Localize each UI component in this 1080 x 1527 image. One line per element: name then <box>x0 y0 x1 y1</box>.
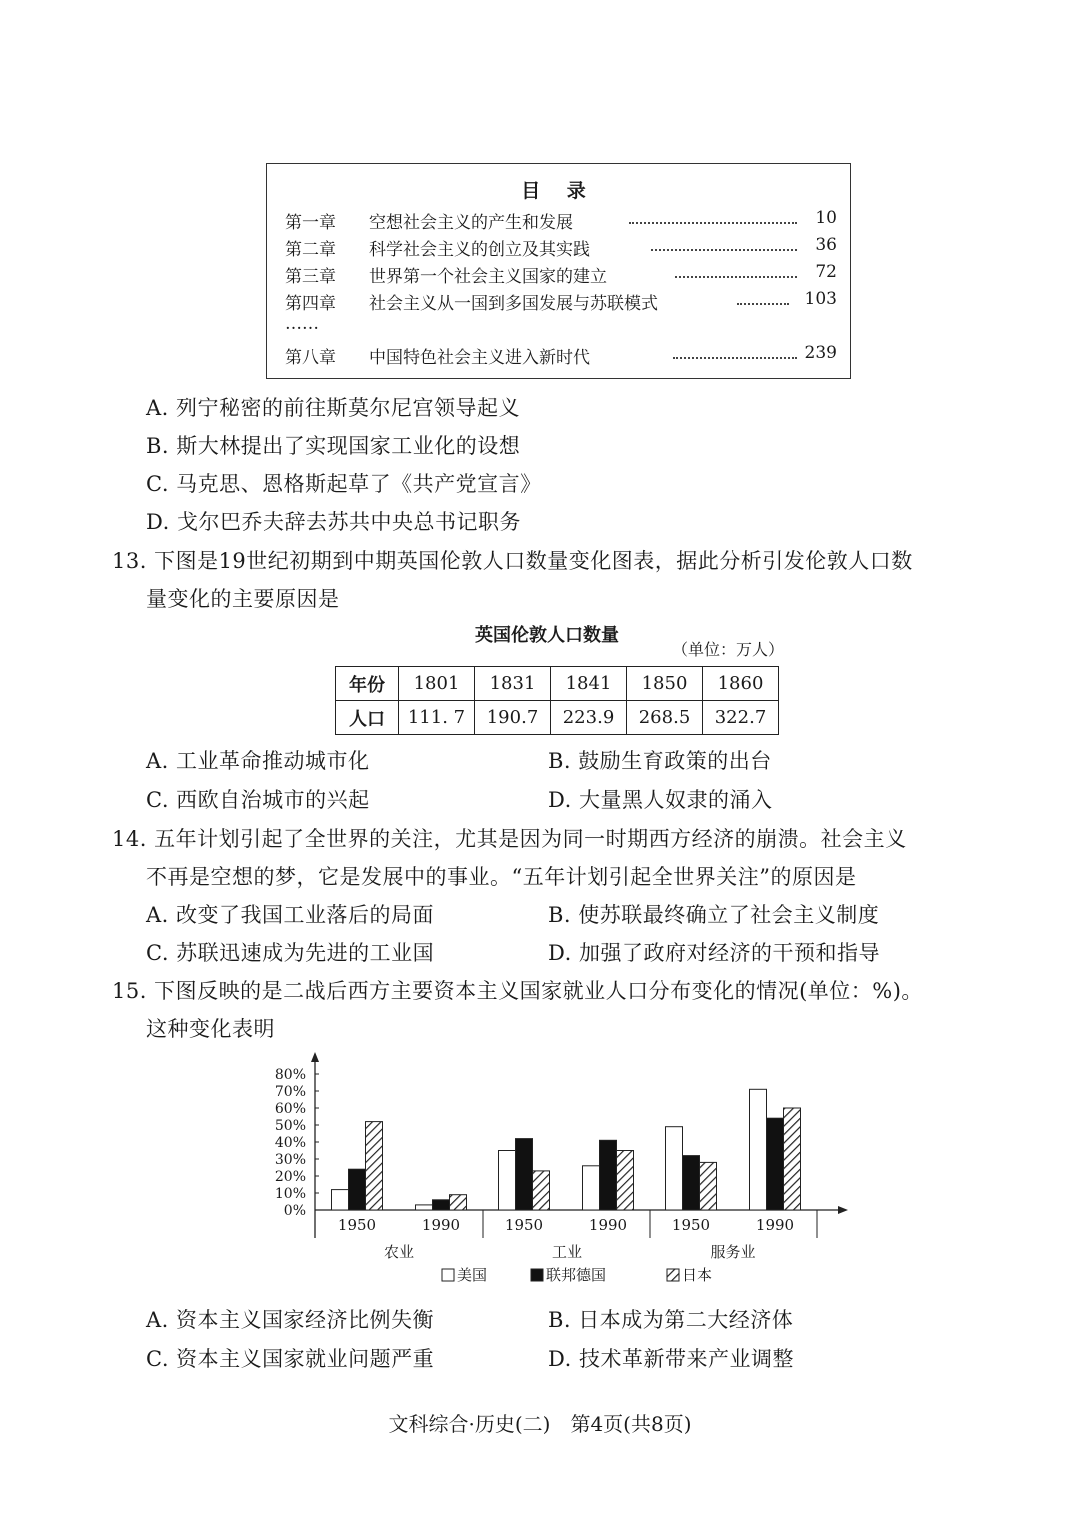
y-tick-label: 80% <box>274 1067 306 1083</box>
q12-option-b: B. 斯大林提出了实现国家工业化的设想 <box>146 434 521 458</box>
toc-chapter-title: 中国特色社会主义进入新时代 <box>369 348 590 368</box>
toc-chapter: 第一章 <box>285 213 336 233</box>
y-tick-label: 50% <box>274 1118 306 1134</box>
bar-black <box>683 1156 700 1210</box>
x-tick-label: 1950 <box>504 1216 544 1234</box>
q15-option-c: C. 资本主义国家就业问题严重 <box>146 1347 435 1371</box>
bar-black <box>349 1169 366 1210</box>
table-cell: 1860 <box>703 667 779 701</box>
legend-label: 联邦德国 <box>546 1266 607 1284</box>
bar-hatched <box>450 1195 467 1210</box>
bar-white <box>750 1089 767 1210</box>
y-tick-label: 30% <box>274 1152 306 1168</box>
population-table-unit: （单位：万人） <box>672 640 785 659</box>
legend-label: 日本 <box>682 1266 713 1284</box>
bar-hatched <box>700 1162 717 1210</box>
bar-black <box>433 1200 450 1210</box>
legend-label: 美国 <box>457 1266 488 1284</box>
bar-hatched <box>533 1171 550 1210</box>
toc-chapter-title: 社会主义从一国到多国发展与苏联模式 <box>369 294 658 314</box>
y-tick-label: 70% <box>274 1084 306 1100</box>
x-tick-label: 1990 <box>421 1216 461 1234</box>
toc-chapter: 第二章 <box>285 240 336 260</box>
table-cell: 223.9 <box>551 701 627 735</box>
bar-black <box>516 1139 533 1210</box>
bar-black <box>767 1118 784 1210</box>
x-axis-arrow <box>838 1206 848 1214</box>
q12-option-d: D. 戈尔巴乔夫辞去苏共中央总书记职务 <box>146 510 521 534</box>
legend-swatch-hatched <box>667 1269 679 1281</box>
q13-stem: 13. 下图是19世纪初期到中期英国伦敦人口数量变化图表，据此分析引发伦敦人口数 <box>112 549 913 573</box>
table-cell: 111. 7 <box>399 701 475 735</box>
y-axis-arrow <box>311 1052 319 1062</box>
page-footer: 文科综合·历史(二) 第4页(共8页) <box>388 1412 692 1436</box>
category-label: 工业 <box>551 1243 583 1261</box>
table-cell: 1841 <box>551 667 627 701</box>
category-label: 服务业 <box>710 1243 756 1261</box>
q15-option-d: D. 技术革新带来产业调整 <box>548 1347 794 1371</box>
toc-chapter-title: 科学社会主义的创立及其实践 <box>369 240 590 260</box>
toc-page-number: 10 <box>815 208 837 228</box>
q14-option-d: D. 加强了政府对经济的干预和指导 <box>548 941 880 965</box>
toc-chapter: 第三章 <box>285 267 336 287</box>
y-tick-label: 20% <box>274 1169 306 1185</box>
bar-hatched <box>366 1122 383 1210</box>
y-tick-label: 10% <box>274 1186 306 1202</box>
x-tick-label: 1950 <box>337 1216 377 1234</box>
q15-stem-continued: 这种变化表明 <box>146 1017 275 1041</box>
table-cell: 1850 <box>627 667 703 701</box>
population-table-title: 英国伦敦人口数量 <box>475 625 619 646</box>
toc-page-number: 103 <box>804 289 837 309</box>
q15-option-a: A. 资本主义国家经济比例失衡 <box>146 1308 435 1332</box>
table-cell: 190.7 <box>475 701 551 735</box>
toc-ellipsis: …… <box>285 314 319 334</box>
q13-option-b: B. 鼓励生育政策的出台 <box>548 749 772 773</box>
q14-stem-continued: 不再是空想的梦，它是发展中的事业。“五年计划引起全世界关注”的原因是 <box>146 865 857 889</box>
q13-stem-continued: 量变化的主要原因是 <box>146 587 340 611</box>
bar-white <box>583 1166 600 1210</box>
q15-option-b: B. 日本成为第二大经济体 <box>548 1308 794 1332</box>
q13-option-c: C. 西欧自治城市的兴起 <box>146 788 370 812</box>
y-tick-label: 40% <box>274 1135 306 1151</box>
toc-page-number: 36 <box>815 235 837 255</box>
table-cell: 1801 <box>399 667 475 701</box>
bar-white <box>499 1151 516 1211</box>
bar-white <box>416 1205 433 1210</box>
table-header-cell: 年份 <box>336 667 399 701</box>
bar-white <box>332 1190 349 1210</box>
bar-black <box>600 1140 617 1210</box>
q14-stem: 14. 五年计划引起了全世界的关注，尤其是因为同一时期西方经济的崩溃。社会主义 <box>112 827 907 851</box>
q14-option-b: B. 使苏联最终确立了社会主义制度 <box>548 903 880 927</box>
q13-option-d: D. 大量黑人奴隶的涌入 <box>548 788 773 812</box>
table-header-cell: 人口 <box>336 701 399 735</box>
table-cell: 268.5 <box>627 701 703 735</box>
legend-swatch-black <box>531 1269 543 1281</box>
q15-stem: 15. 下图反映的是二战后西方主要资本主义国家就业人口分布变化的情况(单位：%)。 <box>112 979 923 1003</box>
table-cell: 322.7 <box>703 701 779 735</box>
x-tick-label: 1990 <box>755 1216 795 1234</box>
category-label: 农业 <box>383 1243 415 1261</box>
bar-hatched <box>617 1151 634 1211</box>
x-tick-label: 1990 <box>588 1216 628 1234</box>
x-tick-label: 1950 <box>671 1216 711 1234</box>
y-tick-label: 0% <box>283 1203 306 1219</box>
q12-option-c: C. 马克思、恩格斯起草了《共产党宣言》 <box>146 472 542 496</box>
bar-white <box>666 1127 683 1210</box>
toc-title: 目 录 <box>521 180 596 202</box>
q12-option-a: A. 列宁秘密的前往斯莫尔尼宫领导起义 <box>146 396 521 420</box>
q14-option-c: C. 苏联迅速成为先进的工业国 <box>146 941 435 965</box>
q14-option-a: A. 改变了我国工业落后的局面 <box>146 903 435 927</box>
q13-option-a: A. 工业革命推动城市化 <box>146 749 370 773</box>
toc-chapter: 第四章 <box>285 294 336 314</box>
toc-page-number: 239 <box>804 343 837 363</box>
bar-hatched <box>784 1108 801 1210</box>
legend-swatch-white <box>442 1269 454 1281</box>
toc-chapter-title: 空想社会主义的产生和发展 <box>369 213 573 233</box>
toc-chapter-title: 世界第一个社会主义国家的建立 <box>369 267 607 287</box>
table-cell: 1831 <box>475 667 551 701</box>
toc-page-number: 72 <box>815 262 837 282</box>
y-tick-label: 60% <box>274 1101 306 1117</box>
toc-chapter: 第八章 <box>285 348 336 368</box>
